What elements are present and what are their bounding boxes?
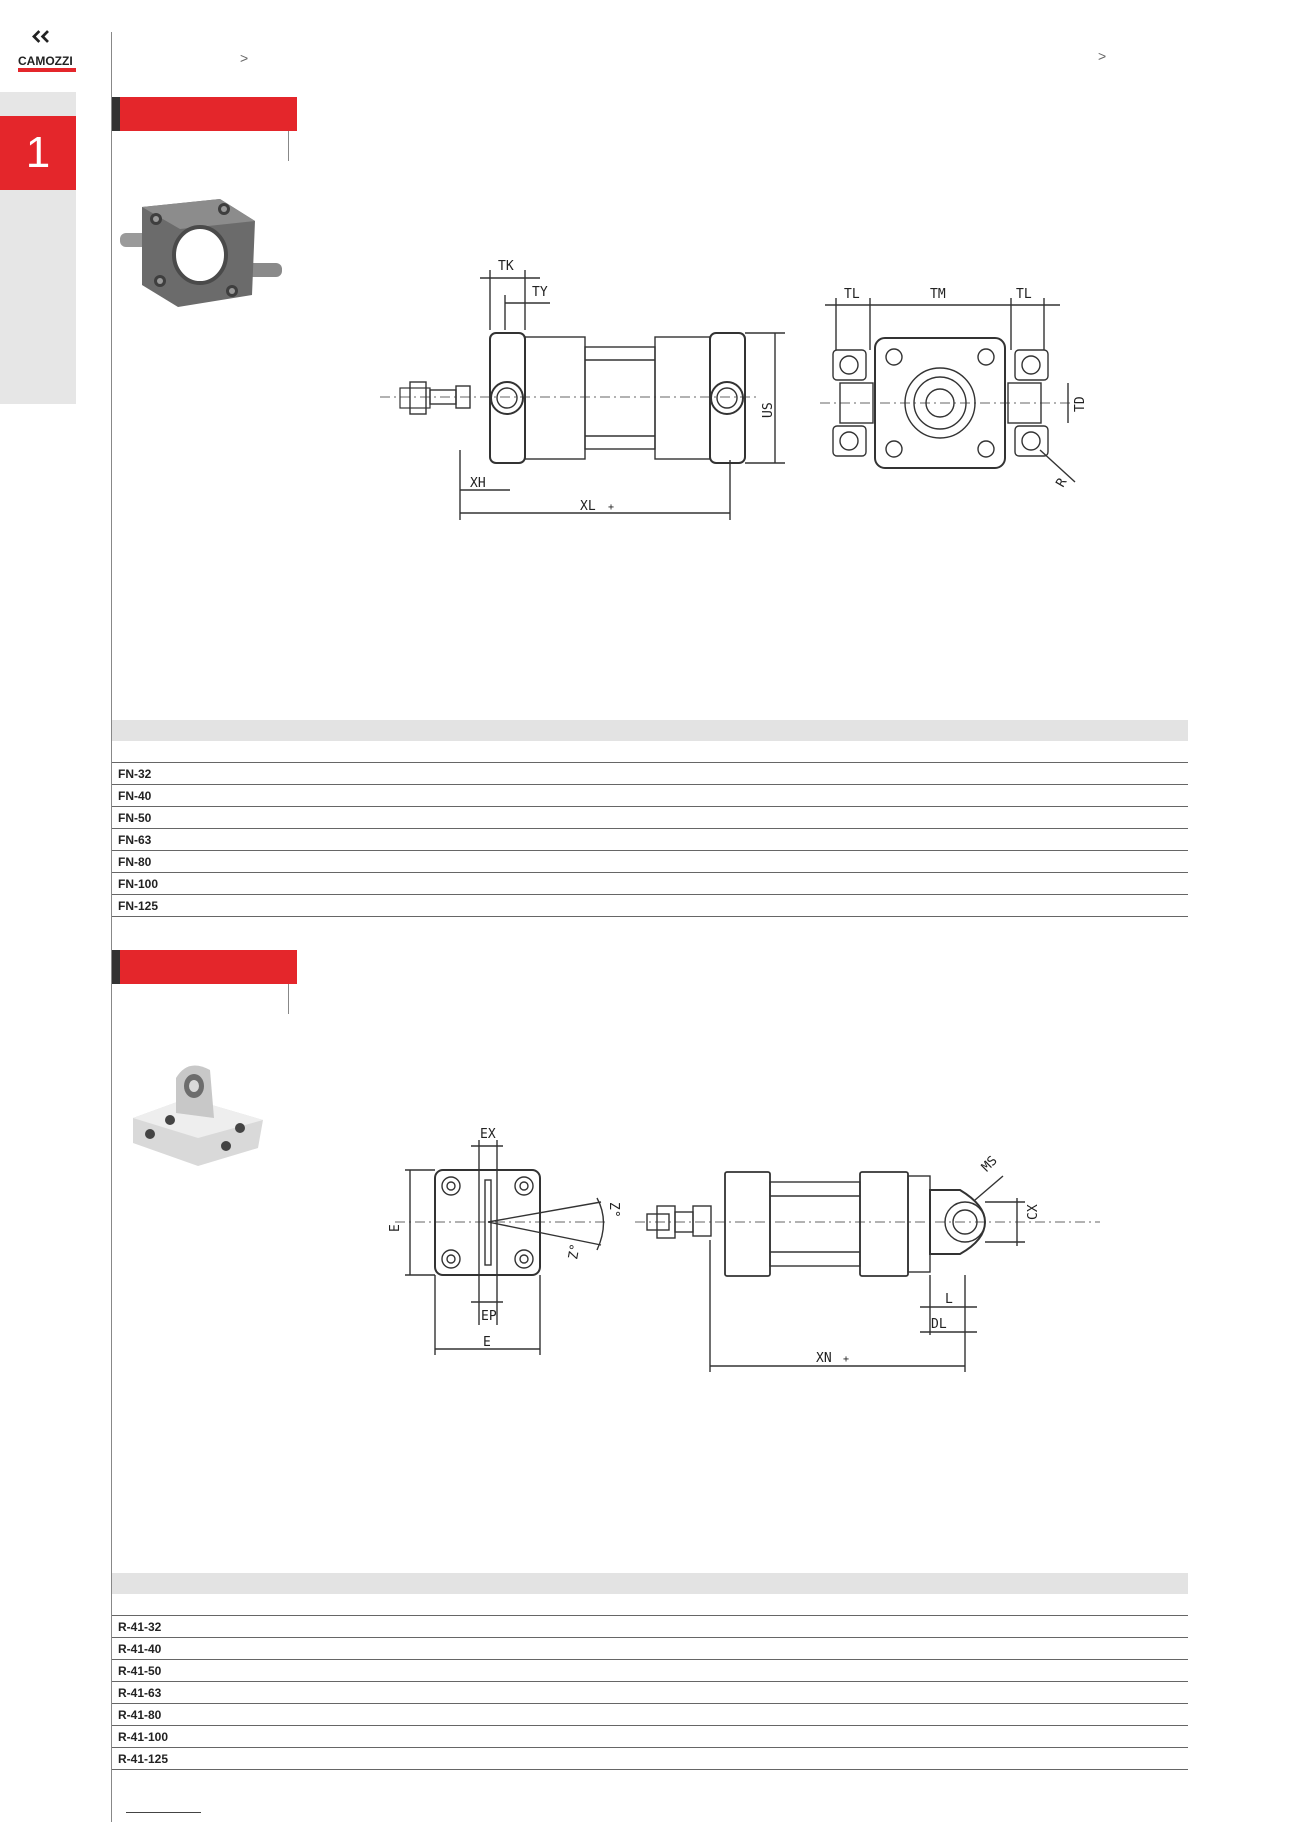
flange-product-photo <box>120 195 285 320</box>
dim-xl-plus: + <box>608 502 615 513</box>
dim-dl-label: DL <box>931 1317 947 1332</box>
row-code: R-41-63 <box>112 1682 1188 1704</box>
chapter-tab[interactable]: 1 <box>0 116 76 190</box>
page-divider <box>111 32 112 1822</box>
table-header-row <box>112 720 1188 741</box>
table-row <box>112 851 1188 873</box>
row-code: FN-32 <box>112 763 1188 785</box>
dim-xh-label: XH <box>470 476 486 491</box>
row-code: R-41-100 <box>112 1726 1188 1748</box>
dim-e-bottom-label: E <box>483 1335 491 1350</box>
table-row <box>112 807 1188 829</box>
row-code: R-41-50 <box>112 1660 1188 1682</box>
row-code: FN-80 <box>112 851 1188 873</box>
table-row <box>112 785 1188 807</box>
table-row <box>112 1682 1188 1704</box>
row-code: FN-40 <box>112 785 1188 807</box>
table-row <box>112 873 1188 895</box>
table-row <box>112 1638 1188 1660</box>
row-code: R-41-40 <box>112 1638 1188 1660</box>
dim-e-left-label: E <box>388 1224 403 1232</box>
table-row <box>112 1748 1188 1770</box>
row-code: R-41-80 <box>112 1704 1188 1726</box>
dim-ty-label: TY <box>532 285 548 300</box>
dim-ex-label: EX <box>480 1127 496 1142</box>
dim-ms-label: MS <box>978 1153 1001 1176</box>
dim-td-label: TD <box>1073 396 1088 412</box>
breadcrumb-chevron-left-icon[interactable]: > <box>240 50 249 66</box>
dim-cx-label: CX <box>1026 1204 1041 1220</box>
row-code: FN-63 <box>112 829 1188 851</box>
flange-technical-drawing <box>380 250 1100 530</box>
row-code: FN-125 <box>112 895 1188 917</box>
section2-header-bar <box>112 950 297 984</box>
dim-ep-label: EP <box>481 1309 497 1324</box>
hinge-table <box>112 1573 1188 1770</box>
table-subheader-row <box>112 1594 1188 1616</box>
table-row <box>112 829 1188 851</box>
row-code: R-41-32 <box>112 1616 1188 1638</box>
dim-tk-label: TK <box>498 259 514 274</box>
table-row <box>112 763 1188 785</box>
hinge-product-photo <box>128 1058 268 1168</box>
dim-z-upper-label: Z° <box>606 1202 621 1218</box>
section1-header-rule <box>288 131 289 161</box>
table-header-row <box>112 1573 1188 1594</box>
row-code: R-41-125 <box>112 1748 1188 1770</box>
flange-table <box>112 720 1188 917</box>
table-subheader-row <box>112 741 1188 763</box>
dim-z-lower-label: Z° <box>566 1242 584 1261</box>
camozzi-logo <box>18 30 78 56</box>
row-code: FN-100 <box>112 873 1188 895</box>
table-row <box>112 1704 1188 1726</box>
section2-header-rule <box>288 984 289 1014</box>
dim-tl-right-label: TL <box>1016 287 1032 302</box>
table-row <box>112 1726 1188 1748</box>
dim-tl-left-label: TL <box>844 287 860 302</box>
table-row <box>112 1660 1188 1682</box>
dim-r-label: R <box>1053 475 1071 490</box>
table-row <box>112 895 1188 917</box>
dim-us-label: US <box>761 402 776 418</box>
brand-name: CAMOZZI <box>18 54 73 68</box>
dim-xl-label: XL <box>580 499 596 514</box>
section1-header-bar <box>112 97 297 131</box>
dim-tm-label: TM <box>930 287 946 302</box>
hinge-technical-drawing <box>385 1110 1105 1390</box>
dim-xn-label: XN <box>816 1351 832 1366</box>
logo-underline <box>18 68 76 72</box>
table-row <box>112 1616 1188 1638</box>
dim-l-label: L <box>945 1292 953 1307</box>
footer-rule <box>126 1812 201 1813</box>
breadcrumb-chevron-right-icon[interactable]: > <box>1098 48 1107 64</box>
row-code: FN-50 <box>112 807 1188 829</box>
dim-xn-plus: + <box>843 1354 850 1365</box>
